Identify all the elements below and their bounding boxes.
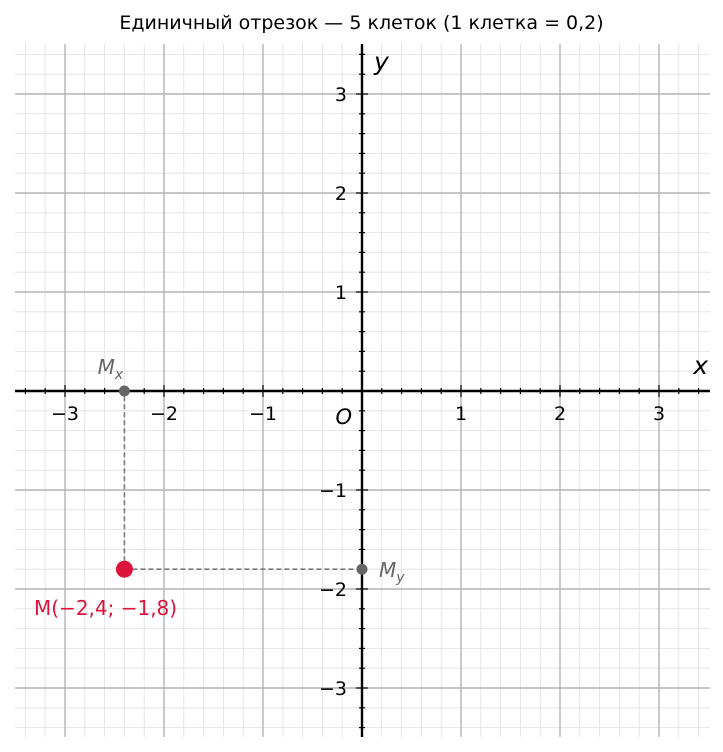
y-tick-label: 3 bbox=[334, 84, 347, 106]
point-m-label: M(−2,4; −1,8) bbox=[34, 596, 178, 621]
y-tick-label: 2 bbox=[334, 183, 347, 205]
projection-label-mx: $M_x$ bbox=[97, 355, 124, 383]
point-m bbox=[116, 561, 133, 578]
y-tick-label: −1 bbox=[318, 480, 347, 502]
y-tick-label: −3 bbox=[318, 678, 347, 700]
x-tick-label: −3 bbox=[50, 403, 80, 425]
origin-label: O bbox=[335, 405, 352, 429]
x-tick-label: −2 bbox=[149, 403, 179, 425]
x-tick-label: −1 bbox=[248, 403, 278, 425]
y-axis-label: y bbox=[374, 47, 389, 76]
x-tick-label: 3 bbox=[652, 403, 666, 425]
y-tick-label: −2 bbox=[318, 579, 347, 601]
y-tick-label: 1 bbox=[334, 282, 347, 304]
chart-title: Единичный отрезок — 5 клеток (1 клетка = 0,2) bbox=[119, 12, 604, 34]
projection-label-my: $M_y$ bbox=[379, 558, 405, 587]
x-axis-label: x bbox=[693, 351, 708, 380]
x-tick-label: 1 bbox=[454, 403, 468, 425]
x-tick-label: 2 bbox=[553, 403, 567, 425]
projection-point-my bbox=[357, 564, 368, 575]
projection-point-mx bbox=[119, 386, 130, 397]
marks bbox=[34, 355, 405, 620]
